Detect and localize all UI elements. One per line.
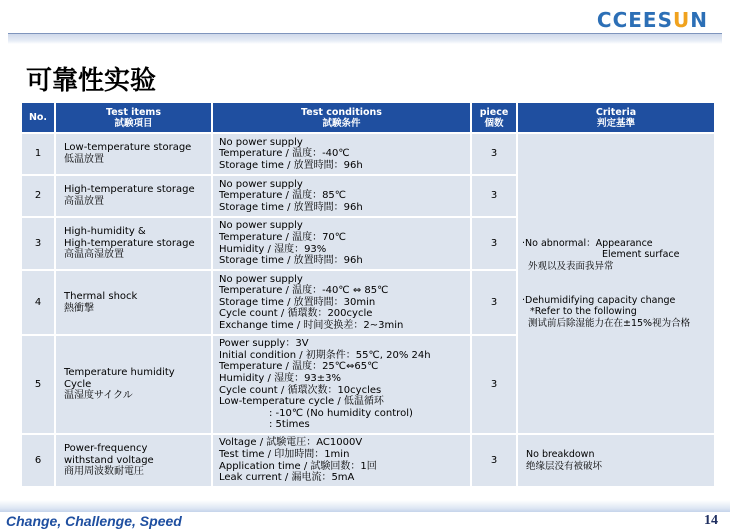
piece-count: 3 — [472, 336, 516, 433]
row-number: 2 — [22, 176, 54, 216]
table-row — [22, 435, 714, 486]
footer-divider — [0, 500, 730, 512]
header-no: No. — [22, 103, 54, 132]
header-piece: piece 個数 — [472, 103, 516, 132]
header-test-conditions: Test conditions 試験条件 — [213, 103, 470, 132]
test-item: Power-frequency withstand voltage 商用周波数耐電圧 — [56, 435, 211, 486]
page-title: 可靠性实验 — [26, 66, 157, 96]
criteria-merged — [518, 134, 714, 433]
table-row — [22, 134, 714, 174]
row-number: 6 — [22, 435, 54, 486]
piece-count: 3 — [472, 218, 516, 269]
test-item: High-humidity & High-temperature storage 高温高湿放置 — [56, 218, 211, 269]
test-item: Thermal shock 熱衝撃 — [56, 271, 211, 334]
criteria-dehumidifying: ·Dehumidifying capacity change *Refer to the following 测试前后除湿能力在在±15%视为合格 — [522, 294, 691, 329]
company-logo: CCEESUN — [596, 8, 708, 32]
test-conditions: No power supply Temperature / 温度：70℃ Humidity / 湿度：93% Storage time / 放置時間：96h — [213, 218, 470, 269]
test-conditions: Power supply：3V Initial condition / 初期条件：55℃, 20% 24h Temperature / 温度：25℃⇔65℃ Humidity / 湿度：93±3% Cycle count / 循環次数：10cycles Low-temperature cycle / 低温循环 : -10℃ (No humidity control) : 5times — [213, 336, 470, 433]
table-header-row — [22, 103, 714, 132]
piece-count: 3 — [472, 134, 516, 174]
test-item: Low-temperature storage 低温放置 — [56, 134, 211, 174]
piece-count: 3 — [472, 271, 516, 334]
footer-slogan: Change, Challenge, Speed — [6, 513, 182, 529]
header-test-items: Test items 試験項目 — [56, 103, 211, 132]
criteria-appearance: ·No abnormal：Appearance Element surface 外观以及表面我异常 — [522, 237, 680, 272]
criteria-breakdown: No breakdown 绝缘层没有被破坏 — [518, 435, 714, 486]
row-number: 5 — [22, 336, 54, 433]
test-conditions: No power supply Temperature / 温度：-40℃ Storage time / 放置時間：96h — [213, 134, 470, 174]
page-number: 14 — [704, 513, 718, 528]
test-item: High-temperature storage 高温放置 — [56, 176, 211, 216]
reliability-test-table — [20, 101, 716, 488]
row-number: 4 — [22, 271, 54, 334]
header-criteria: Criteria 判定基準 — [518, 103, 714, 132]
test-conditions: No power supply Temperature / 温度：85℃ Storage time / 放置時間：96h — [213, 176, 470, 216]
row-number: 1 — [22, 134, 54, 174]
piece-count: 3 — [472, 176, 516, 216]
row-number: 3 — [22, 218, 54, 269]
test-conditions: No power supply Temperature / 温度：-40℃ ⇔ 85℃ Storage time / 放置時間：30min Cycle count / 循環数：200cycle Exchange time / 时间变换差：2~3min — [213, 271, 470, 334]
test-item: Temperature humidity Cycle 温湿度サイクル — [56, 336, 211, 433]
test-conditions: Voltage / 試験電圧：AC1000V Test time / 印加時間：1min Application time / 試験回数：1回 Leak current / 漏电流：5mA — [213, 435, 470, 486]
piece-count: 3 — [472, 435, 516, 486]
header-divider — [8, 33, 722, 44]
